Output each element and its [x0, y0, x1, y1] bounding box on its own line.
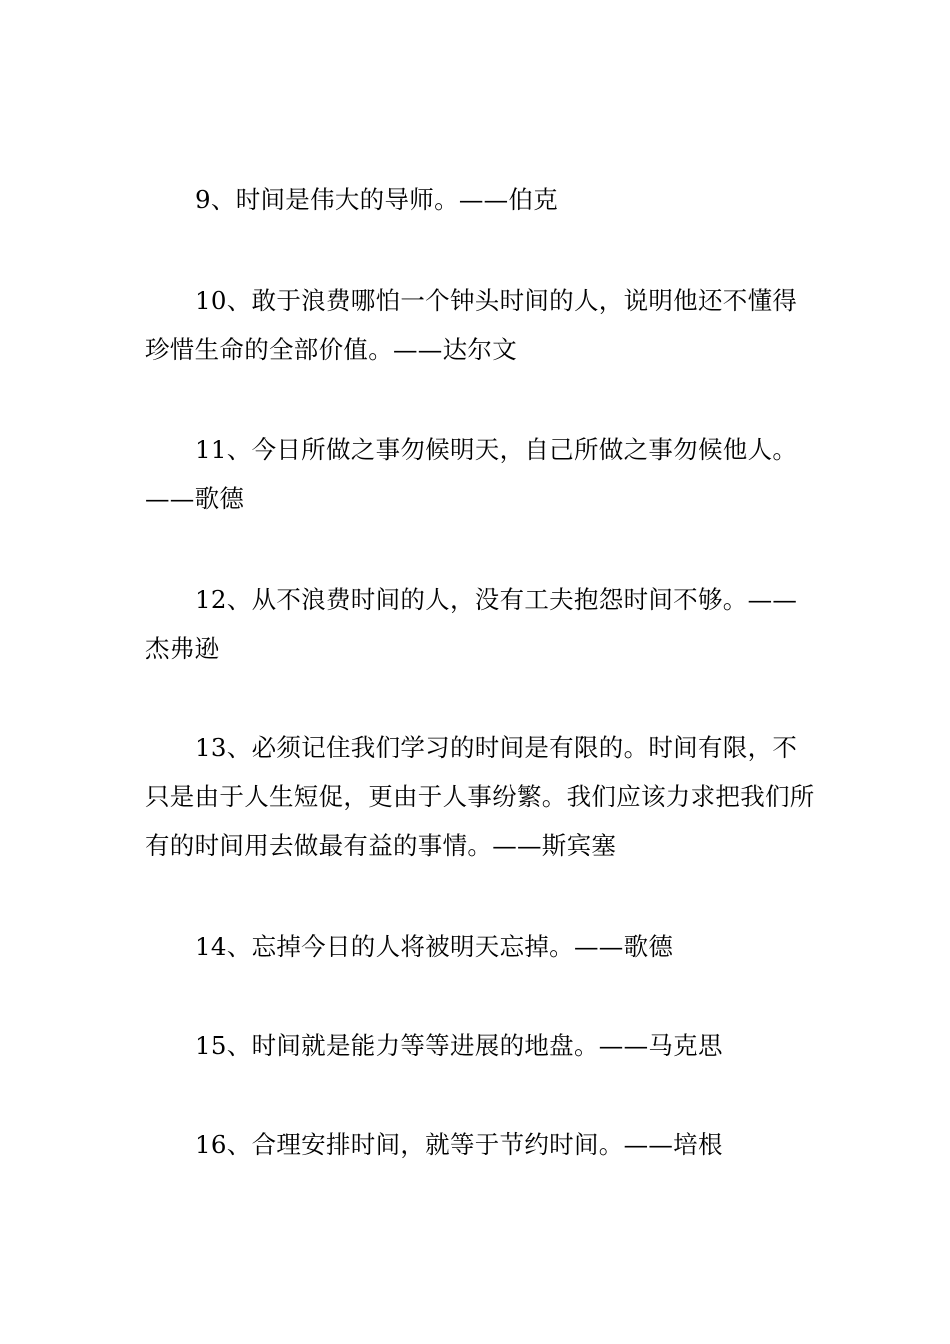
quote-12: 12、从不浪费时间的人，没有工夫抱怨时间不够。——杰弗逊 [145, 585, 798, 663]
quote-10: 10、敢于浪费哪怕一个钟头时间的人，说明他还不懂得珍惜生命的全部价值。——达尔文 [145, 286, 798, 364]
quote-13: 13、必须记住我们学习的时间是有限的。时间有限，不只是由于人生短促，更由于人事纷繁。我们应该力求把我们所有的时间用去做最有益的事情。——斯宾塞 [145, 733, 815, 860]
quote-16: 16、合理安排时间，就等于节约时间。——培根 [195, 1130, 723, 1159]
quote-11: 11、今日所做之事勿候明天，自己所做之事勿候他人。——歌德 [145, 435, 798, 513]
quote-15: 15、时间就是能力等等进展的地盘。——马克思 [195, 1031, 723, 1060]
quote-14: 14、忘掉今日的人将被明天忘掉。——歌德 [195, 932, 674, 961]
quote-9: 9、时间是伟大的导师。——伯克 [195, 185, 559, 214]
